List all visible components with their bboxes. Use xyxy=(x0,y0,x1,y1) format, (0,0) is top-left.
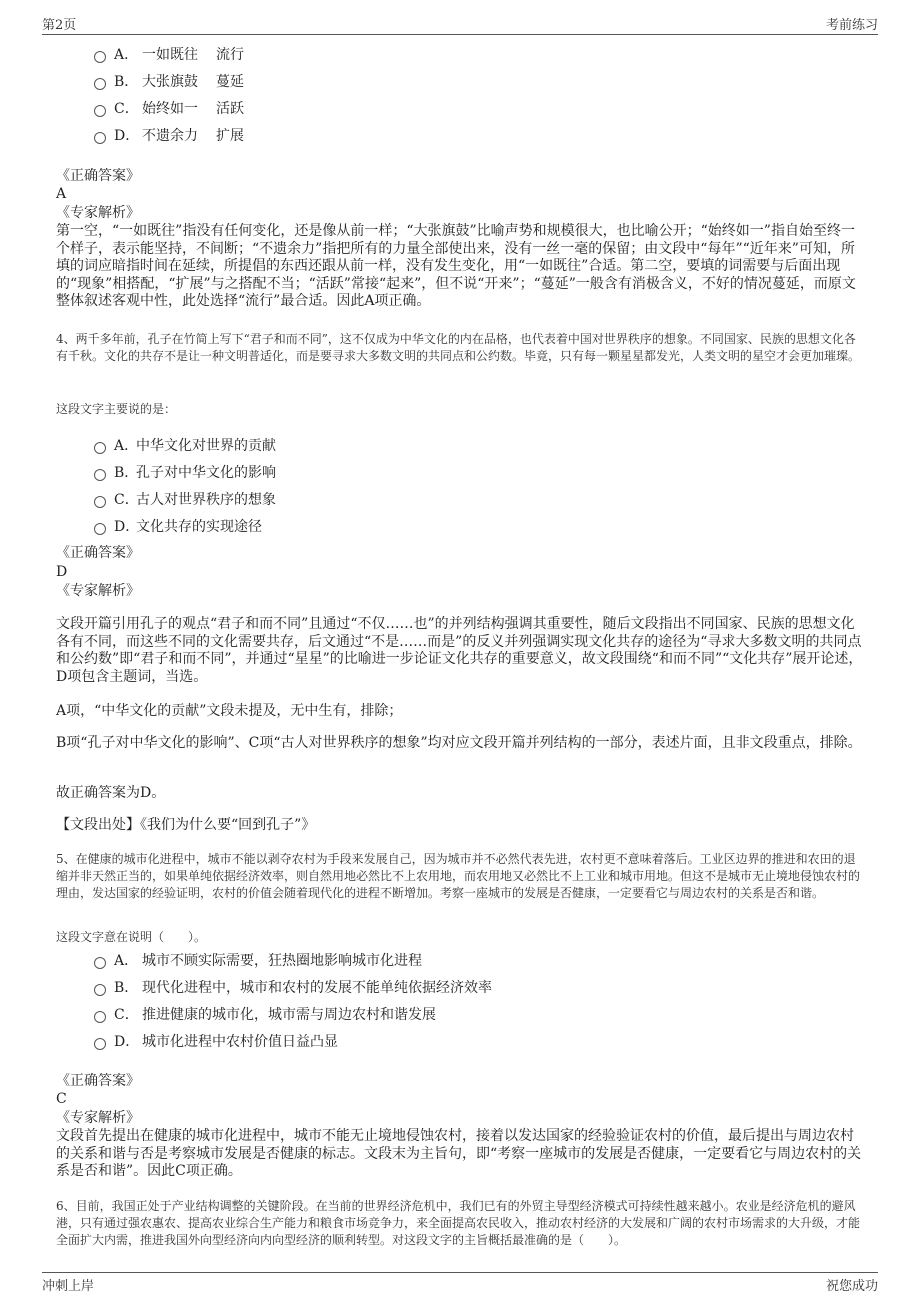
page-number: 第2页 xyxy=(42,18,77,33)
radio-icon[interactable] xyxy=(94,1011,106,1023)
q5-analysis: 文段首先提出在健康的城市化进程中，城市不能无止境地侵蚀农村，接着以发达国家的经验验证农村的价值，最后提出与周边农村的关系和谐与否是考察城市发展是否健康的标志。文段末为主旨句，即“考察一座城市的发展是否健康，一定要看它与周边农村的关系是否和谐”。因此C项正确。 xyxy=(56,1128,862,1179)
q4-question: 这段文字主要说的是： xyxy=(56,402,177,416)
q6-stem: 6、目前，我国正处于产业结构调整的关键阶段。在当前的世界经济危机中，我们已有的外贸主导型经济模式可持续性越来越小。农业是经济危机的避风港，只有通过强农惠农、提高农业综合生产能力和粮食市场竞争力，来全面提高农民收入，推动农村经济的大发展和广阔的农村市场需求的大升级，才能全面扩大内需，推进我国外向型经济向内向型经济的顺利转型。对这段文字的主旨概括最准确的是（ ）。 xyxy=(56,1199,861,1247)
q4-analysis-p1: 文段开篇引用孔子的观点“君子和而不同”且通过“不仅……也”的并列结构强调其重要性，随后文段指出不同国家、民族的思想文化各有不同，而这些不同的文化需要共存，后文通过“不是……而是”的反义并列强调实现文化共存的途径为“寻求大多数文明的共同点和公约数”即“君子和而不同”，并通过“星星”的比喻进一步论证文化共存的重要意义，故文段围绕“和而不同”“文化共存”展开论述，D项包含主题词，当选。 xyxy=(56,616,863,685)
radio-icon[interactable] xyxy=(94,469,106,481)
q4-option-d[interactable]: D． 文化共存的实现途径 xyxy=(94,516,262,536)
radio-icon[interactable] xyxy=(94,523,106,535)
radio-icon[interactable] xyxy=(94,51,106,63)
q5-answer: C xyxy=(56,1091,67,1107)
q5-option-a[interactable]: A． 城市不顾实际需要，狂热圈地影响城市化进程 xyxy=(94,950,422,970)
radio-icon[interactable] xyxy=(94,132,106,144)
q4-stem: 4、两千多年前，孔子在竹简上写下“君子和而不同”，这不仅成为中华文化的内在品格，也代表着中国对世界秩序的想象。不同国家、民族的思想文化各有千秋。文化的共存不是让一种文明普适化，而是要寻求大多数文明的共同点和公约数。毕竟，只有每一颗星星都发光，人类文明的星空才会更加璀璨。 xyxy=(56,332,861,363)
q4-answer-label: 《正确答案》 xyxy=(56,545,140,561)
q3-option-d[interactable]: D． 不遗余力 扩展 xyxy=(94,125,244,145)
q3-answer: A xyxy=(56,186,67,202)
q4-source: 【文段出处】《我们为什么要“回到孔子”》 xyxy=(56,817,316,833)
radio-icon[interactable] xyxy=(94,957,106,969)
q4-analysis-p4: 故正确答案为D。 xyxy=(56,785,166,801)
q4-analysis-p2: A项，“中华文化的贡献”文段未提及，无中生有，排除； xyxy=(56,703,403,719)
q5-option-b[interactable]: B． 现代化进程中，城市和农村的发展不能单纯依据经济效率 xyxy=(94,977,492,997)
q3-answer-label: 《正确答案》 xyxy=(56,168,140,184)
q5-question: 这段文字意在说明（ ）。 xyxy=(56,930,207,944)
q5-stem: 5、在健康的城市化进程中，城市不能以剥夺农村为手段来发展自己，因为城市并不必然代表先进，农村更不意味着落后。工业区边界的推进和农田的退缩并非天然正当的，如果单纯依据经济效率，则自然用地必然比不上农用地，而农用地又必然比不上工业和城市用地。但这不是城市无止境地侵蚀农村的理由，发达国家的经验证明，农村的价值会随着现代化的进程不断增加。考察一座城市的发展是否健康，一定要看它与周边农村的关系是否和谐。 xyxy=(56,852,861,900)
radio-icon[interactable] xyxy=(94,442,106,454)
q3-analysis-label: 《专家解析》 xyxy=(56,205,140,221)
q3-option-b[interactable]: B． 大张旗鼓 蔓延 xyxy=(94,71,244,91)
radio-icon[interactable] xyxy=(94,105,106,117)
q5-answer-label: 《正确答案》 xyxy=(56,1073,140,1089)
radio-icon[interactable] xyxy=(94,496,106,508)
radio-icon[interactable] xyxy=(94,984,106,996)
radio-icon[interactable] xyxy=(94,1038,106,1050)
footer-right: 祝您成功 xyxy=(825,1279,878,1294)
q3-analysis: 第一空，“一如既往”指没有任何变化，还是像从前一样；“大张旗鼓”比喻声势和规模很大，也比喻公开；“始终如一”指自始至终一个样子，表示能坚持，不间断；“不遗余力”指把所有的力量全部使出来，没有一丝一毫的保留；由文段中“每年”“近年来”可知，所填的词应暗指时间在延续，所提倡的东西还跟从前一样，没有发生变化，用“一如既往”合适。第二空，要填的词需要与后面出现的“现象”相搭配，“扩展”与之搭配不当；“活跃”常接“起来”，但不说“开来”；“蔓延”一般含有消极含义，不好的情况蔓延，而原文整体叙述客观中性，此处选择“流行”最合适。因此A项正确。 xyxy=(56,223,856,309)
q4-answer: D xyxy=(56,564,68,580)
page-footer xyxy=(42,1272,878,1295)
q5-option-d[interactable]: D． 城市化进程中农村价值日益凸显 xyxy=(94,1031,338,1051)
q3-option-a[interactable]: A． 一如既往 流行 xyxy=(94,44,244,64)
q3-option-c[interactable]: C． 始终如一 活跃 xyxy=(94,98,244,118)
footer-left: 冲刺上岸 xyxy=(42,1279,95,1294)
q5-analysis-label: 《专家解析》 xyxy=(56,1110,140,1126)
q5-option-c[interactable]: C． 推进健康的城市化，城市需与周边农村和谐发展 xyxy=(94,1004,436,1024)
q4-analysis-p3: B项“孔子对中华文化的影响”、C项“古人对世界秩序的想象”均对应文段开篇并列结构的一部分，表述片面，且非文段重点，排除。 xyxy=(56,735,862,751)
q4-option-c[interactable]: C． 古人对世界秩序的想象 xyxy=(94,489,276,509)
q4-option-b[interactable]: B． 孔子对中华文化的影响 xyxy=(94,462,276,482)
q4-option-a[interactable]: A． 中华文化对世界的贡献 xyxy=(94,435,276,455)
page-header xyxy=(42,14,878,35)
q4-analysis-label: 《专家解析》 xyxy=(56,583,140,599)
radio-icon[interactable] xyxy=(94,78,106,90)
header-title: 考前练习 xyxy=(825,18,878,33)
